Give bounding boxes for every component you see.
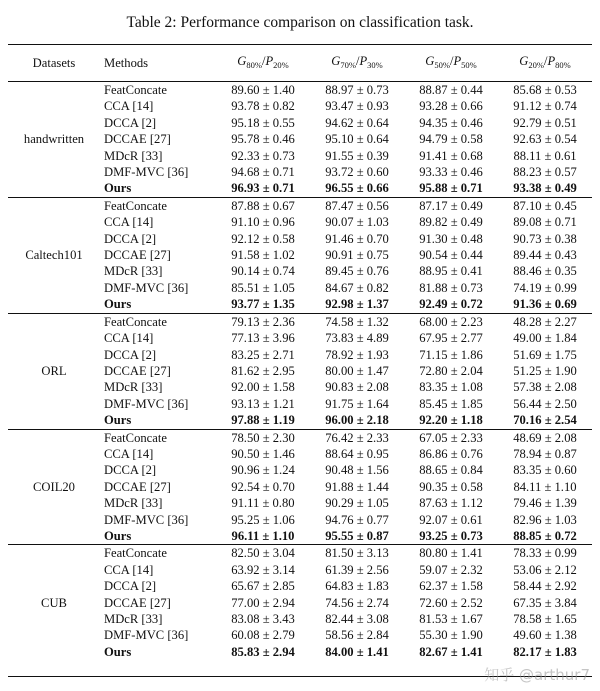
metric-value: 88.23 ± 0.57	[513, 165, 577, 180]
metric-value: 82.17 ± 1.83	[513, 644, 577, 659]
method-name: DCCA [2]	[104, 347, 157, 362]
method-name: FeatConcate	[100, 313, 216, 330]
metric-value: 93.13 ± 1.21	[231, 396, 295, 411]
method-name: Ours	[104, 297, 132, 312]
table-row	[8, 82, 592, 99]
method-name: Ours	[104, 181, 132, 196]
metric-value: 91.58 ± 1.02	[231, 248, 295, 263]
metric-value: 48.69 ± 2.08	[498, 429, 592, 446]
table-row	[8, 545, 592, 562]
metric-value: 86.86 ± 0.76	[419, 446, 483, 461]
method-name: DMF-MVC [36]	[104, 628, 189, 643]
metric-value: 63.92 ± 3.14	[231, 562, 295, 577]
metric-value: 92.63 ± 0.54	[513, 132, 577, 147]
metric-value: 89.60 ± 1.40	[216, 82, 310, 99]
metric-value: 94.79 ± 0.58	[419, 132, 483, 147]
metric-value: 90.91 ± 0.75	[325, 248, 389, 263]
metric-value: 96.11 ± 1.10	[231, 528, 295, 543]
metric-value: 88.64 ± 0.95	[325, 446, 389, 461]
metric-value: 78.94 ± 0.87	[513, 446, 577, 461]
metric-value: 78.50 ± 2.30	[216, 429, 310, 446]
metric-value: 76.42 ± 2.33	[310, 429, 404, 446]
metric-value: 82.50 ± 3.04	[216, 545, 310, 562]
results-table	[8, 44, 592, 660]
metric-value: 72.60 ± 2.52	[419, 595, 483, 610]
metric-value: 58.44 ± 2.92	[513, 579, 577, 594]
metric-value: 74.19 ± 0.99	[513, 280, 577, 295]
metric-value: 96.55 ± 0.66	[325, 181, 389, 196]
metric-value: 95.55 ± 0.87	[325, 528, 389, 543]
metric-value: 77.13 ± 3.96	[231, 331, 295, 346]
metric-value: 82.96 ± 1.03	[513, 512, 577, 527]
method-name: DCCAE [27]	[104, 132, 171, 147]
metric-value: 95.78 ± 0.46	[231, 132, 295, 147]
method-name: CCA [14]	[104, 99, 154, 114]
method-name: DCCAE [27]	[104, 479, 171, 494]
table-row	[8, 197, 592, 214]
metric-value: 85.45 ± 1.85	[419, 396, 483, 411]
metric-value: 78.58 ± 1.65	[513, 612, 577, 626]
header-datasets: Datasets	[8, 45, 100, 82]
metric-value: 93.77 ± 1.35	[231, 297, 295, 312]
metric-value: 85.68 ± 0.53	[498, 82, 592, 99]
method-name: MDcR [33]	[104, 264, 163, 279]
table-row	[8, 429, 592, 446]
method-name: DMF-MVC [36]	[104, 396, 189, 411]
metric-value: 83.35 ± 1.08	[419, 380, 483, 395]
metric-value: 94.62 ± 0.64	[325, 115, 389, 130]
dataset-name: CUB	[8, 545, 100, 660]
metric-value: 81.62 ± 2.95	[231, 363, 295, 378]
metric-value: 84.00 ± 1.41	[325, 644, 389, 659]
metric-value: 48.28 ± 2.27	[498, 313, 592, 330]
metric-value: 91.30 ± 0.48	[419, 231, 483, 246]
metric-value: 72.80 ± 2.04	[419, 363, 483, 378]
metric-value: 90.48 ± 1.56	[325, 463, 389, 478]
metric-value: 83.35 ± 0.60	[513, 463, 577, 478]
metric-value: 60.08 ± 2.79	[231, 628, 295, 643]
method-name: DMF-MVC [36]	[104, 280, 189, 295]
metric-value: 88.85 ± 0.72	[513, 528, 577, 543]
metric-value: 62.37 ± 1.58	[419, 579, 483, 594]
metric-value: 87.10 ± 0.45	[498, 197, 592, 214]
metric-value: 94.76 ± 0.77	[325, 512, 389, 527]
metric-value: 95.88 ± 0.71	[419, 181, 483, 196]
metric-value: 53.06 ± 2.12	[513, 562, 577, 577]
metric-value: 95.18 ± 0.55	[231, 115, 295, 130]
metric-value: 93.47 ± 0.93	[325, 99, 389, 114]
method-name: DCCAE [27]	[104, 248, 171, 263]
metric-value: 81.50 ± 3.13	[310, 545, 404, 562]
method-name: Ours	[104, 528, 132, 543]
method-name: Ours	[104, 413, 132, 428]
metric-value: 56.44 ± 2.50	[513, 396, 577, 411]
metric-value: 90.83 ± 2.08	[325, 380, 389, 395]
metric-value: 51.25 ± 1.90	[513, 363, 577, 378]
metric-value: 74.56 ± 2.74	[325, 595, 389, 610]
metric-value: 89.08 ± 0.71	[513, 215, 577, 230]
metric-value: 93.38 ± 0.49	[513, 181, 577, 196]
metric-value: 92.20 ± 1.18	[419, 413, 483, 428]
method-name: MDcR [33]	[104, 612, 163, 626]
metric-value: 51.69 ± 1.75	[513, 347, 577, 362]
metric-value: 90.29 ± 1.05	[325, 496, 389, 511]
metric-value: 93.28 ± 0.66	[419, 99, 483, 114]
metric-value: 67.95 ± 2.77	[419, 331, 483, 346]
method-name: FeatConcate	[100, 545, 216, 562]
metric-value: 92.54 ± 0.70	[231, 479, 295, 494]
metric-value: 97.88 ± 1.19	[231, 413, 295, 428]
metric-value: 81.88 ± 0.73	[419, 280, 483, 295]
metric-value: 93.78 ± 0.82	[231, 99, 295, 114]
method-name: DCCA [2]	[104, 579, 157, 594]
dataset-name: handwritten	[8, 82, 100, 198]
metric-value: 58.56 ± 2.84	[325, 628, 389, 643]
metric-value: 90.96 ± 1.24	[231, 463, 295, 478]
metric-value: 93.72 ± 0.60	[325, 165, 389, 180]
method-name: CCA [14]	[104, 562, 154, 577]
metric-value: 89.45 ± 0.76	[325, 264, 389, 279]
method-name: DCCAE [27]	[104, 363, 171, 378]
metric-value: 83.25 ± 2.71	[231, 347, 295, 362]
metric-value: 93.33 ± 0.46	[419, 165, 483, 180]
metric-value: 90.14 ± 0.74	[231, 264, 295, 279]
header-metric: $G_{50\%}/P_{50\%}$	[404, 45, 498, 82]
metric-value: 92.07 ± 0.61	[419, 512, 483, 527]
metric-value: 81.53 ± 1.67	[419, 612, 483, 626]
table-row	[8, 313, 592, 330]
metric-value: 88.11 ± 0.61	[513, 148, 577, 163]
metric-value: 95.10 ± 0.64	[325, 132, 389, 147]
method-name: MDcR [33]	[104, 380, 163, 395]
metric-value: 71.15 ± 1.86	[419, 347, 483, 362]
metric-value: 90.73 ± 0.38	[513, 231, 577, 246]
metric-value: 70.16 ± 2.54	[513, 413, 577, 428]
metric-value: 88.87 ± 0.44	[404, 82, 498, 99]
metric-value: 65.67 ± 2.85	[231, 579, 295, 594]
method-name: DCCA [2]	[104, 463, 157, 478]
metric-value: 59.07 ± 2.32	[419, 562, 483, 577]
metric-value: 91.36 ± 0.69	[513, 297, 577, 312]
header-methods: Methods	[100, 45, 216, 82]
metric-value: 88.46 ± 0.35	[513, 264, 577, 279]
method-name: DCCA [2]	[104, 115, 157, 130]
metric-value: 64.83 ± 1.83	[325, 579, 389, 594]
method-name: Ours	[104, 644, 132, 659]
dataset-name: COIL20	[8, 429, 100, 545]
metric-value: 92.00 ± 1.58	[231, 380, 295, 395]
method-name: MDcR [33]	[104, 148, 163, 163]
metric-value: 80.80 ± 1.41	[404, 545, 498, 562]
metric-value: 91.55 ± 0.39	[325, 148, 389, 163]
metric-value: 78.33 ± 0.99	[498, 545, 592, 562]
metric-value: 88.65 ± 0.84	[419, 463, 483, 478]
metric-value: 84.11 ± 1.10	[513, 479, 577, 494]
metric-value: 68.00 ± 2.23	[404, 313, 498, 330]
metric-value: 90.35 ± 0.58	[419, 479, 483, 494]
metric-value: 82.67 ± 1.41	[419, 644, 483, 659]
method-name: CCA [14]	[104, 331, 154, 346]
metric-value: 90.50 ± 1.46	[231, 446, 295, 461]
metric-value: 73.83 ± 4.89	[325, 331, 389, 346]
metric-value: 92.49 ± 0.72	[419, 297, 483, 312]
method-name: FeatConcate	[100, 429, 216, 446]
metric-value: 77.00 ± 2.94	[231, 595, 295, 610]
metric-value: 79.46 ± 1.39	[513, 496, 577, 511]
metric-value: 94.35 ± 0.46	[419, 115, 483, 130]
metric-value: 83.08 ± 3.43	[231, 612, 295, 626]
metric-value: 57.38 ± 2.08	[513, 380, 577, 395]
metric-value: 82.44 ± 3.08	[325, 612, 389, 626]
metric-value: 91.12 ± 0.74	[513, 99, 577, 114]
table-body	[8, 82, 592, 661]
metric-value: 93.25 ± 0.73	[419, 528, 483, 543]
watermark: 知乎 @arthur7	[484, 666, 590, 684]
metric-value: 91.75 ± 1.64	[325, 396, 389, 411]
metric-value: 92.12 ± 0.58	[231, 231, 295, 246]
metric-value: 87.17 ± 0.49	[404, 197, 498, 214]
metric-value: 49.00 ± 1.84	[513, 331, 577, 346]
metric-value: 80.00 ± 1.47	[325, 363, 389, 378]
method-name: DMF-MVC [36]	[104, 512, 189, 527]
metric-value: 88.95 ± 0.41	[419, 264, 483, 279]
metric-value: 74.58 ± 1.32	[310, 313, 404, 330]
header-metric: $G_{80\%}/P_{20\%}$	[216, 45, 310, 82]
dataset-name: ORL	[8, 313, 100, 429]
metric-value: 90.54 ± 0.44	[419, 248, 483, 263]
metric-value: 67.05 ± 2.33	[404, 429, 498, 446]
metric-value: 84.67 ± 0.82	[325, 280, 389, 295]
metric-value: 89.44 ± 0.43	[513, 248, 577, 263]
metric-value: 89.82 ± 0.49	[419, 215, 483, 230]
metric-value: 92.33 ± 0.73	[231, 148, 295, 163]
metric-value: 87.88 ± 0.67	[216, 197, 310, 214]
metric-value: 91.10 ± 0.96	[231, 215, 295, 230]
metric-value: 85.51 ± 1.05	[231, 280, 295, 295]
metric-value: 49.60 ± 1.38	[513, 628, 577, 643]
metric-value: 92.79 ± 0.51	[513, 115, 577, 130]
metric-value: 96.93 ± 0.71	[231, 181, 295, 196]
metric-value: 91.11 ± 0.80	[231, 496, 295, 511]
metric-value: 67.35 ± 3.84	[513, 595, 577, 610]
method-name: CCA [14]	[104, 215, 154, 230]
table-caption: Table 2: Performance comparison on classification task.	[126, 14, 474, 31]
metric-value: 87.47 ± 0.56	[310, 197, 404, 214]
method-name: CCA [14]	[104, 446, 154, 461]
header-metric: $G_{20\%}/P_{80\%}$	[498, 45, 592, 82]
dataset-name: Caltech101	[8, 197, 100, 313]
metric-value: 96.00 ± 2.18	[325, 413, 389, 428]
method-name: MDcR [33]	[104, 496, 163, 511]
metric-value: 55.30 ± 1.90	[419, 628, 483, 643]
method-name: DCCAE [27]	[104, 595, 171, 610]
metric-value: 87.63 ± 1.12	[419, 496, 483, 511]
metric-value: 92.98 ± 1.37	[325, 297, 389, 312]
table-header-row	[8, 45, 592, 82]
metric-value: 85.83 ± 2.94	[231, 644, 295, 659]
metric-value: 91.88 ± 1.44	[325, 479, 389, 494]
metric-value: 94.68 ± 0.71	[231, 165, 295, 180]
metric-value: 91.46 ± 0.70	[325, 231, 389, 246]
metric-value: 90.07 ± 1.03	[325, 215, 389, 230]
method-name: FeatConcate	[100, 82, 216, 99]
metric-value: 91.41 ± 0.68	[419, 148, 483, 163]
metric-value: 79.13 ± 2.36	[216, 313, 310, 330]
metric-value: 78.92 ± 1.93	[325, 347, 389, 362]
metric-value: 88.97 ± 0.73	[310, 82, 404, 99]
method-name: DMF-MVC [36]	[104, 165, 189, 180]
method-name: FeatConcate	[100, 197, 216, 214]
metric-value: 61.39 ± 2.56	[325, 562, 389, 577]
header-metric: $G_{70\%}/P_{30\%}$	[310, 45, 404, 82]
method-name: DCCA [2]	[104, 231, 157, 246]
metric-value: 95.25 ± 1.06	[231, 512, 295, 527]
